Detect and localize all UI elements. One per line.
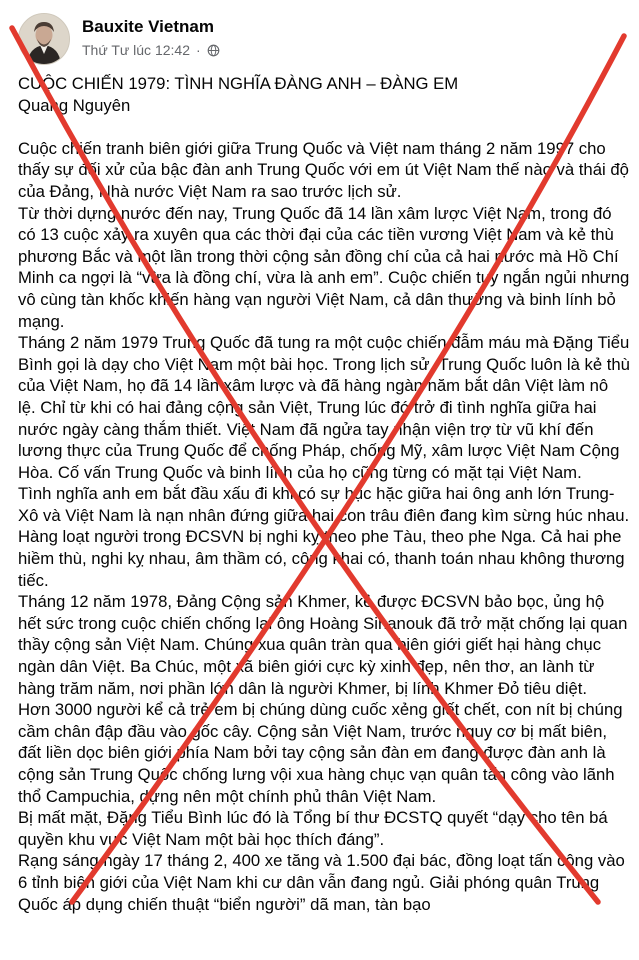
post-paragraph: Từ thời dựng nước đến nay, Trung Quốc đã 14 lần xâm lược Việt Nam, trong đó có 13 cuộc xảy ra xuyên qua các thời đại của các tiền vương Việt Nam và kẻ thù phương Bắc và một lần trong thời cộng sản đồng chí của cả hai nước mà Hồ Chí Minh ca ngợi là “vừa là đồng chí, vừa là anh em”. Cuộc chiến tuy ngắn ngủi nhưng vô cùng tàn khốc khiến hàng vạn người Việt Nam, cả dân thường và binh lính bỏ mạng. [18, 203, 630, 331]
post-author: Quang Nguyên [18, 95, 131, 115]
page-avatar[interactable] [18, 13, 70, 65]
post-paragraph: Hơn 3000 người kể cả trẻ em bị chúng dùng cuốc xẻng giết chết, con nít bị chúng cầm chân đập đầu vào gốc cây. Cộng sản Việt Nam, trước nguy cơ bị mất biên, đất liền dọc biên giới phía Nam bởi tay cộng sản đàn em đang được đàn anh là cộng sản Trung Quốc chống lưng vội xua hàng chục vạn quân tấn công vào lãnh thổ Campuchia, dựng nên một chính phủ thân Việt Nam. [18, 700, 623, 806]
post-meta [82, 42, 220, 58]
paragraph-gap [18, 116, 630, 138]
globe-icon[interactable] [207, 44, 220, 57]
post-title: CUỘC CHIẾN 1979: TÌNH NGHĨA ĐÀNG ANH – ĐÀNG EM [18, 74, 459, 93]
post-paragraph: Bị mất mặt, Đặng Tiểu Bình lúc đó là Tổng bí thư ĐCSTQ quyết “dạy cho tên bá quyền khu vực Việt Nam một bài học thích đáng”. [18, 808, 608, 849]
page-name[interactable]: Bauxite Vietnam [82, 17, 214, 36]
post-header [0, 0, 639, 70]
post-paragraph: Rạng sáng ngày 17 tháng 2, 400 xe tăng và 1.500 đại bác, đồng loạt tấn công vào 6 tỉnh biên giới của Việt Nam khi cư dân vẫn đang ngủ. Giải phóng quân Trung Quốc áp dụng chiến thuật “biển người” dã man, tàn bạo [18, 851, 625, 914]
post-timestamp[interactable]: Thứ Tư lúc 12:42 [82, 42, 190, 58]
post-paragraph: Tháng 12 năm 1978, Đảng Cộng sản Khmer, kẻ được ĐCSVN bảo bọc, ủng hộ hết sức trong cuộc chiến chống lại ông Hoàng Sihanouk đã trở mặt chống lại quan thầy cộng sản Việt Nam. Chúng xua quân tràn qua biên giới giết hại hàng chục ngàn dân Việt. Ba Chúc, một xã biên giới cực kỳ xinh đẹp, nên thơ, an lành từ hàng trăm năm, nơi phần lớn dân là người Khmer, bị lính Khmer Đỏ tiêu diệt. [18, 592, 628, 698]
meta-separator: · [195, 42, 201, 58]
post-paragraph: Tình nghĩa anh em bắt đầu xấu đi khi có sự hục hặc giữa hai ông anh lớn Trung-Xô và Việt Nam là nạn nhân đứng giữa hai con trâu điên đang kìm sừng húc nhau. Hàng loạt người trong ĐCSVN bị nghi kỵ theo phe Tàu, theo phe Nga. Cả hai phe hiềm thù, nghi kỵ nhau, âm thầm có, công khai có, thanh toán nhau không thương tiếc. [18, 484, 630, 590]
post-paragraph: Tháng 2 năm 1979 Trung Quốc đã tung ra một cuộc chiến đẫm máu mà Đặng Tiểu Bình gọi là dạy cho Việt Nam một bài học. Trong lịch sử, Trung Quốc luôn là kẻ thù của Việt Nam, họ đã 14 lần xâm lược và đã hàng ngàn năm bắt dân Việt làm nô lệ. Chỉ từ khi có hai đảng cộng sản Việt, Trung lúc đó trở đi tình nghĩa giữa hai nước ngày càng thắm thiết. Việt Nam đã ngửa tay nhận viện trợ từ vũ khí đến lương thực của Trung Quốc để chống Pháp, chống Mỹ, xâm lược Việt Nam Cộng Hòa. Cố vấn Trung Quốc và binh lính của họ cũng từng có mặt tại Việt Nam. [18, 333, 630, 482]
post-paragraph: Cuộc chiến tranh biên giới giữa Trung Quốc và Việt nam tháng 2 năm 1997 cho thấy sự đối xử của bậc đàn anh Trung Quốc với em út Việt Nam thế nào và thái độ của Đảng, Nhà nước Việt Nam ra sao trước lịch sử. [18, 138, 629, 201]
portrait-icon [19, 14, 69, 64]
post-body [18, 73, 630, 915]
